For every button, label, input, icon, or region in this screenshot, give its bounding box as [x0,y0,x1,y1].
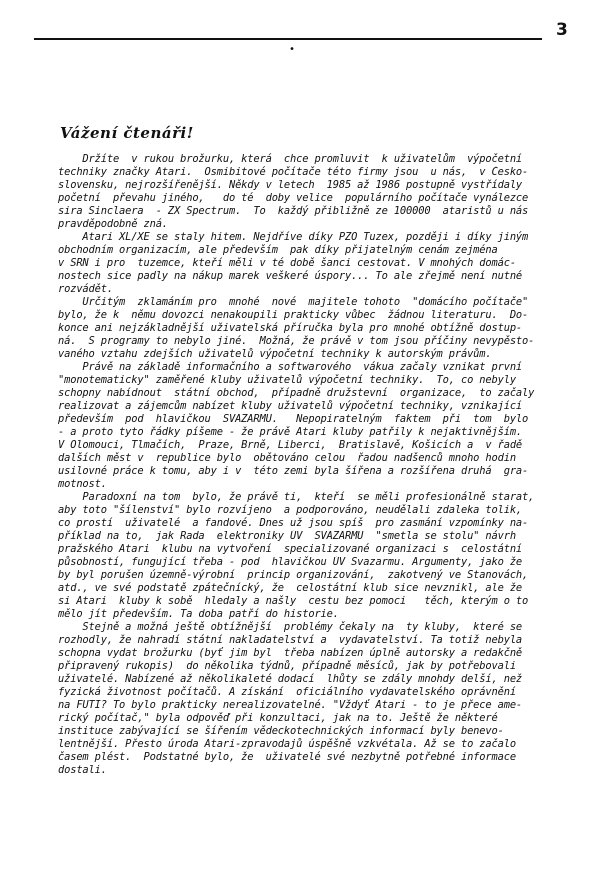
text-line: by byl porušen územně-výrobní princip organizování, zakotvený ve Stanovách, [58,569,529,581]
text-line: schopna vydat brožurku (byť jim byl třeba nabízen úplně autorsky a redakčně [58,647,523,659]
text-line: rozhodly, že nahradí státní nakladatelství a vydavatelství. Ta totiž nebyla [58,634,523,646]
text-line: si Atari kluby k sobě hledaly a našly cestu bez pomoci těch, kterým o to [58,595,529,607]
salutation-heading: Vážení čtenáři! [60,124,194,142]
text-line: příklad na to, jak Rada elektroniky ÚV SVAZARMU "smetla se stolu" návrh [58,530,516,542]
text-line: připravený rukopis) do několika týdnů, případně měsíců, jak by potřebovali [58,660,516,672]
text-line: rozvádět. [58,283,113,295]
text-line: motnost. [58,478,107,490]
header-rule [34,38,542,40]
letter-body [58,153,578,777]
text-line: na FUTI? To bylo prakticky nerealizovatelné. "Vždyť Atari - to je přece ame- [58,699,523,711]
text-line: nostech sice padly na nákup marek veškeré úspory... To ale zřejmě není nutné [58,270,523,282]
text-line: obchodním organizacím, ale především pak díky přijatelným cenám zejména [58,244,498,256]
text-line: fyzická životnost počítačů. A získání oficiálního vydavatelského oprávnění [58,686,516,698]
text-line: uživatelé. Nabízené až několikaleté dodací lhůty se zdály mnohdy delší, než [58,673,523,685]
text-line: rický počítač," byla odpověď při konzultaci, jak na to. Ještě že některé [58,712,498,724]
text-line: realizovat a zájemcům nabízet kluby uživatelů výpočetní techniky, vznikající [58,400,523,412]
text-line: schopny nabídnout státní obchod, případně družstevní organizace, to začaly [58,387,535,399]
text-line: početní převahu jiného, do té doby velice populárního počítače vynálezce [58,192,529,204]
text-line: Držíte v rukou brožurku, která chce promluvit k uživatelům výpočetní [58,153,523,165]
text-line: Právě na základě informačního a softwarového vákua začaly vznikat první [58,361,523,373]
text-line: sira Sinclaera - ZX Spectrum. To každý přibližně ze 100000 ataristů u nás [58,205,529,217]
text-line: V Olomouci, Tlmačích, Praze, Brně, Liberci, Bratislavě, Košicích a v řadě [58,439,523,451]
text-line: mělo jít především. Ta doba patří do historie. [58,608,339,620]
text-line: atd., ve své podstatě zpátečnícký, že celostátní klub sice nevznikl, ale že [58,582,523,594]
text-line: Určitým zklamáním pro mnohé nové majitele tohoto "domácího počítače" [58,296,529,308]
text-line: - a proto tyto řádky píšeme - že právě Atari kluby patřily k nejaktivnějším. [58,426,523,438]
text-line: slovensku, nejrozšířenější. Někdy v letech 1985 až 1986 postupně vystřídaly [58,179,523,191]
page-number: 3 [556,20,568,40]
text-line: působností, fungující třeba - pod hlavičkou ÚV Svazarmu. Argumenty, jako že [58,556,523,568]
text-line: pravděpodobně zná. [58,218,168,230]
text-line: Stejně a možná ještě obtížnější problémy čekaly na ty kluby, které se [58,621,523,633]
text-line: Atari XL/XE se staly hitem. Nejdříve díky PZO Tuzex, později i díky jiným [58,231,529,243]
text-line: dostali. [58,764,107,776]
text-line: především pod hlavičkou SVAZARMU. Nepopiratelným faktem při tom bylo [58,413,529,425]
text-line: instituce zabývající se šířením vědeckotechnických informací byly benevo- [58,725,504,737]
text-line: vaného vztahu zdejších uživatelů výpočetní techniky k autorským právům. [58,348,492,360]
text-line: usilovné práce k tomu, aby i v této zemi byla šířena a rozšířena druhá gra- [58,465,529,477]
ornament-dot: • [289,44,296,55]
text-line: pražského Atari klubu na vytvoření specializované organizaci s celostátní [58,543,523,555]
text-line: techniky značky Atari. Osmibitové počítače této firmy jsou u nás, v Česko- [58,166,529,178]
text-line: lentnější. Přesto úroda Atari-zpravodajů úspěšně vzkvétala. Až se to začalo [58,738,516,750]
text-line: co prostí uživatelé a fandové. Dnes už jsou spíš pro zasmání vzpomínky na- [58,517,529,529]
text-line: konce ani nejzákladnější uživatelská příručka byla pro mnohé obtížně dostup- [58,322,523,334]
text-line: Paradoxní na tom bylo, že právě ti, kteří se měli profesionálně starat, [58,491,535,503]
text-line: v SRN i pro tuzemce, kteří měli v té době šanci cestovat. V mnohých domác- [58,257,516,269]
text-line: časem plést. Podstatné bylo, že uživatelé své nezbytně potřebné informace [58,751,516,763]
text-line: aby toto "šílenství" bylo rozvíjeno a podporováno, neudělali zdaleka tolik, [58,504,523,516]
text-line: "monotematicky" zaměřené kluby uživatelů výpočetní techniky. To, co nebyly [58,374,516,386]
text-line: dalších měst v republice bylo obětováno celou řadou nadšenců mnoho hodin [58,452,516,464]
text-line: ná. S programy to nebylo jiné. Možná, že právě v tom jsou příčiny nevypěsto- [58,335,535,347]
text-line: bylo, že k němu dovozci nenakoupili prakticky vůbec žádnou literaturu. Do- [58,309,529,321]
